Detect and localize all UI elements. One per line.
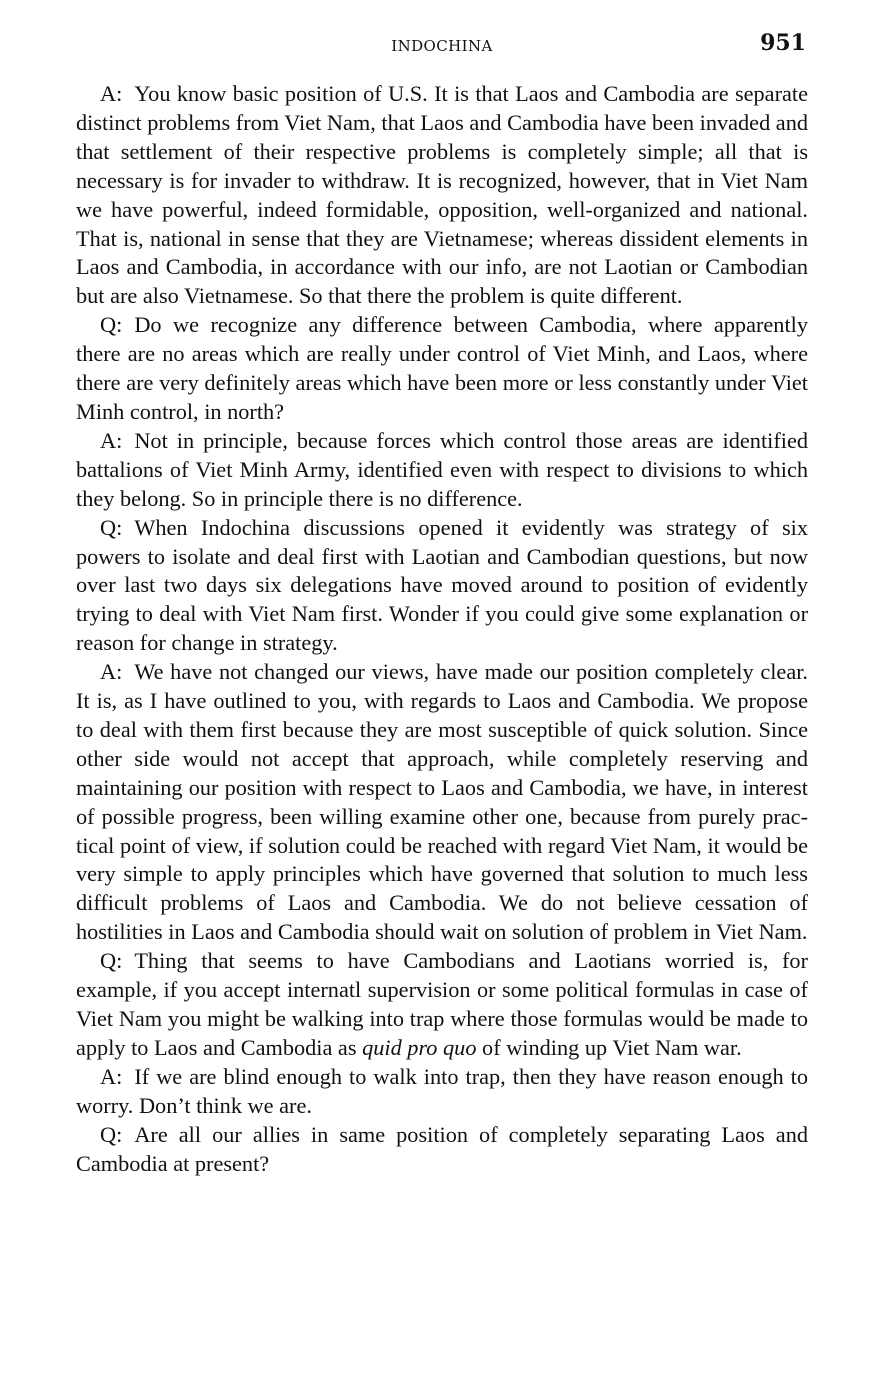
speaker-label: Q: xyxy=(100,1121,123,1147)
running-title: INDOCHINA xyxy=(391,37,493,55)
paragraph-answer xyxy=(76,80,808,311)
paragraph-text: Are all our allies in same position of completely separating Laos and Cambodia at present? xyxy=(76,1121,808,1176)
speaker-label: A: xyxy=(100,1063,123,1089)
body-text xyxy=(76,80,808,1178)
paragraph-answer xyxy=(76,427,808,514)
speaker-label: A: xyxy=(100,659,123,685)
speaker-label: A: xyxy=(100,81,123,106)
paragraph-text: We have not changed our views, have made our position completely clear. It is, as I have outlined to you, with regards to Laos and Cambodia. We propose to deal with them first because they are most susceptible of quick solution. Since other side would not accept that approach, while completely reserving and maintaining our position with respect to Laos and Cambodia, we have, in interest of possible progress, been willing examine other one, because from purely practical point of view, if solution could be reached with regard Viet Nam, it would be very simple to apply principles which have governed that solution to much less difficult problems of Laos and Cambodia. We do not believe cessation of hostilities in Laos and Cambodia should wait on solution of problem in Viet Nam. xyxy=(76,659,808,945)
paragraph-text: When Indochina discussions opened it evidently was strategy of six powers to isolate and deal first with Laotian and Cambodian questions, but now over last two days six delegations have moved around to position of evidently trying to deal with Viet Nam first. Wonder if you could give some explanation or reason for change in strategy. xyxy=(76,514,808,656)
paragraph-text: Thing that seems to have Cambodians and Laotians worried is, for example, if you accept internatl supervision or some political formulas in case of Viet Nam you might be walking into trap where those formulas would be made to apply to Laos and Cambodia as xyxy=(76,948,808,1060)
paragraph-text: You know basic position of U.S. It is that Laos and Cambodia are separate distinct problems from Viet Nam, that Laos and Cambodia have been invaded and that settlement of their respective problems is completely simple; all that is necessary is for invader to withdraw. It is recognized, however, that in Viet Nam we have powerful, indeed formidable, opposition, well-organized and national. That is, national in sense that they are Vietnamese; whereas dissident elements in Laos and Cambodia, in accordance with our info, are not Laotian or Cambodian but are also Vietnamese. So that there the problem is quite different. xyxy=(76,81,808,309)
italic-phrase: quid pro quo xyxy=(362,1034,477,1060)
paragraph-text: Not in principle, because forces which control those areas are identified battalions of Viet Minh Army, identified even with respect to divisions to which they belong. So in principle there is no difference. xyxy=(76,427,808,511)
paragraph-answer xyxy=(76,658,808,947)
speaker-label: Q: xyxy=(100,514,123,540)
paragraph-answer xyxy=(76,1063,808,1121)
paragraph-question xyxy=(76,311,808,427)
speaker-label: A: xyxy=(100,427,123,453)
running-head xyxy=(76,30,808,60)
paragraph-text-continued: of winding up Viet Nam war. xyxy=(476,1034,742,1060)
speaker-label: Q: xyxy=(100,948,123,974)
paragraph-text: If we are blind enough to walk into trap, then they have reason enough to worry. Don’t think we are. xyxy=(76,1063,808,1118)
speaker-label: Q: xyxy=(100,312,123,338)
paragraph-text: Do we recognize any difference between Cambodia, where apparently there are no areas which are really under control of Viet Minh, and Laos, where there are very definitely areas which have been more or less constantly under Viet Minh control, in north? xyxy=(76,312,808,424)
paragraph-question xyxy=(76,1121,808,1179)
paragraph-question xyxy=(76,514,808,659)
paragraph-question xyxy=(76,947,808,1063)
page-number: 951 xyxy=(760,30,806,56)
